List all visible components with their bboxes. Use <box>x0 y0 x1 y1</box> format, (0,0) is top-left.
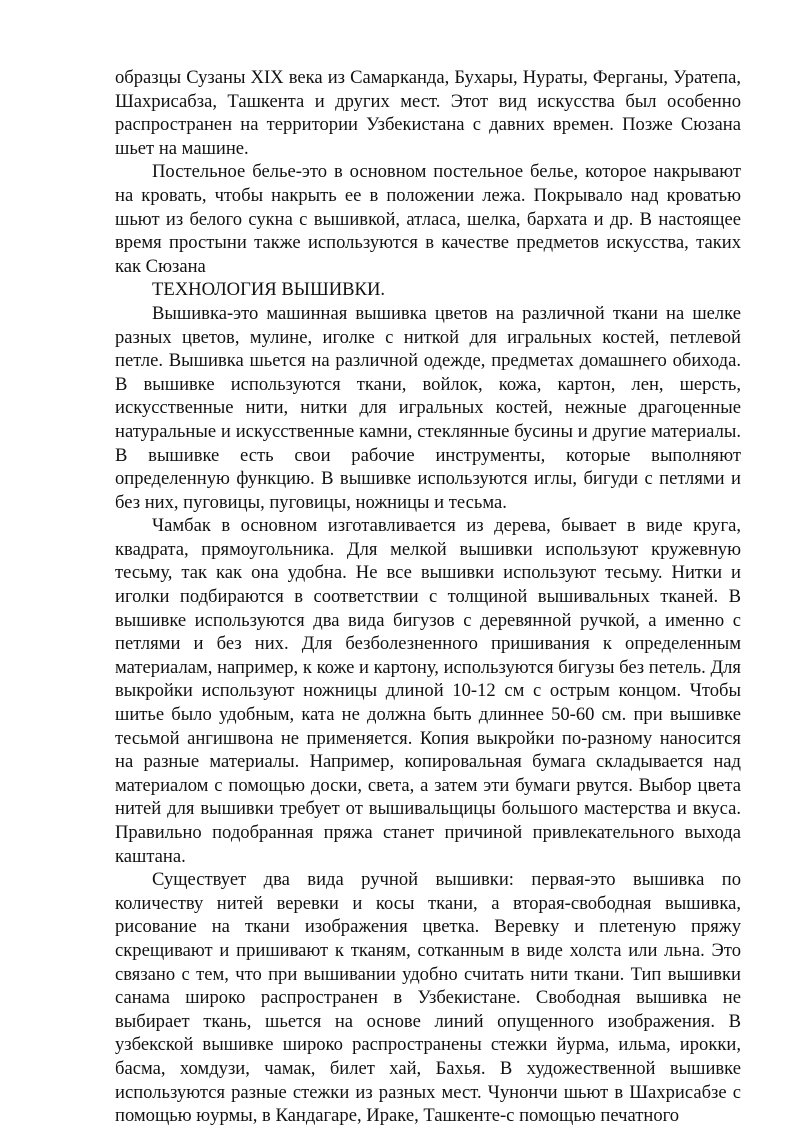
paragraph-hand-embroidery-types: Существует два вида ручной вышивки: первая-это вышивка по количеству нитей веревки и косы ткани, а вторая-свободная вышивка, рисование на ткани изображения цветка. Веревку и плетеную пряжу скрещивают и пришивают к тканям, сотканным в виде холста или льна. Это связано с тем, что при вышивании удобно считать нити ткани. Тип вышивки санама широко распространен в Узбекистане. Свободная вышивка не выбирает ткань, шьется на основе линий опущенного изображения. В узбекской вышивке широко распространены стежки йурма, ильма, ирокки, басма, хомдузи, чамак, билет хай, Бахья. В художественной вышивке используются разные стежки из разных мест. Чунончи шьют в Шахрисабзе с помощью юурмы, в Кандагаре, Ираке, Ташкенте-с помощью печатного <box>115 869 741 1127</box>
document-page <box>115 66 741 1128</box>
section-heading-embroidery-technology: ТЕХНОЛОГИЯ ВЫШИВКИ. <box>152 279 386 301</box>
paragraph-suzani-origins: образцы Сузаны XIX века из Самарканда, Бухары, Нураты, Ферганы, Уратепа, Шахрисабза, Ташкента и других мест. Этот вид искусства был особенно распространен на территории Узбекистана с давних времен. Позже Сюзана шьет на машине. <box>115 67 741 159</box>
paragraph-embroidery-tools: Чамбак в основном изготавливается из дерева, бывает в виде круга, квадрата, прямоугольника. Для мелкой вышивки используют кружевную тесьму, так как она удобна. Не все вышивки используют тесьму. Нитки и иголки подбираются в соответствии с толщиной вышивальных тканей. В вышивке используются два вида бигузов с деревянной ручкой, а именно с петлями и без них. Для безболезненного пришивания к определенным материалам, например, к коже и картону, используются бигузы без петель. Для выкройки используют ножницы длиной 10-12 см с острым концом. Чтобы шитье было удобным, ката не должна быть длиннее 50-60 см. при вышивке тесьмой ангишвона не применяется. Копия выкройки по-разному наносится на разные материалы. Например, копировальная бумага складывается над материалом с помощью доски, света, а затем эти бумаги рвутся. Выбор цвета нитей для вышивки требует от вышивальщицы большого мастерства и вкуса. Правильно подобранная пряжа станет причиной привлекательного выхода каштана. <box>115 515 741 867</box>
paragraph-embroidery-materials: Вышивка-это машинная вышивка цветов на различной ткани на шелке разных цветов, мулине, иголке с ниткой для игральных костей, петлевой петле. Вышивка шьется на различной одежде, предметах домашнего обихода. В вышивке используются ткани, войлок, кожа, картон, лен, шерсть, искусственные нити, нитки для игральных костей, нежные драгоценные натуральные и искусственные камни, стеклянные бусины и другие материалы. В вышивке есть свои рабочие инструменты, которые выполняют определенную функцию. В вышивке используются иглы, бигуди с петлями и без них, пуговицы, пуговицы, ножницы и тесьма. <box>115 302 741 513</box>
paragraph-bed-linen: Постельное белье-это в основном постельное белье, которое накрывают на кровать, чтобы накрыть ее в положении лежа. Покрывало над кроватью шьют из белого сукна с вышивкой, атласа, шелка, бархата и др. В настоящее время простыни также используются в качестве предметов искусства, таких как Сюзана <box>115 161 741 277</box>
